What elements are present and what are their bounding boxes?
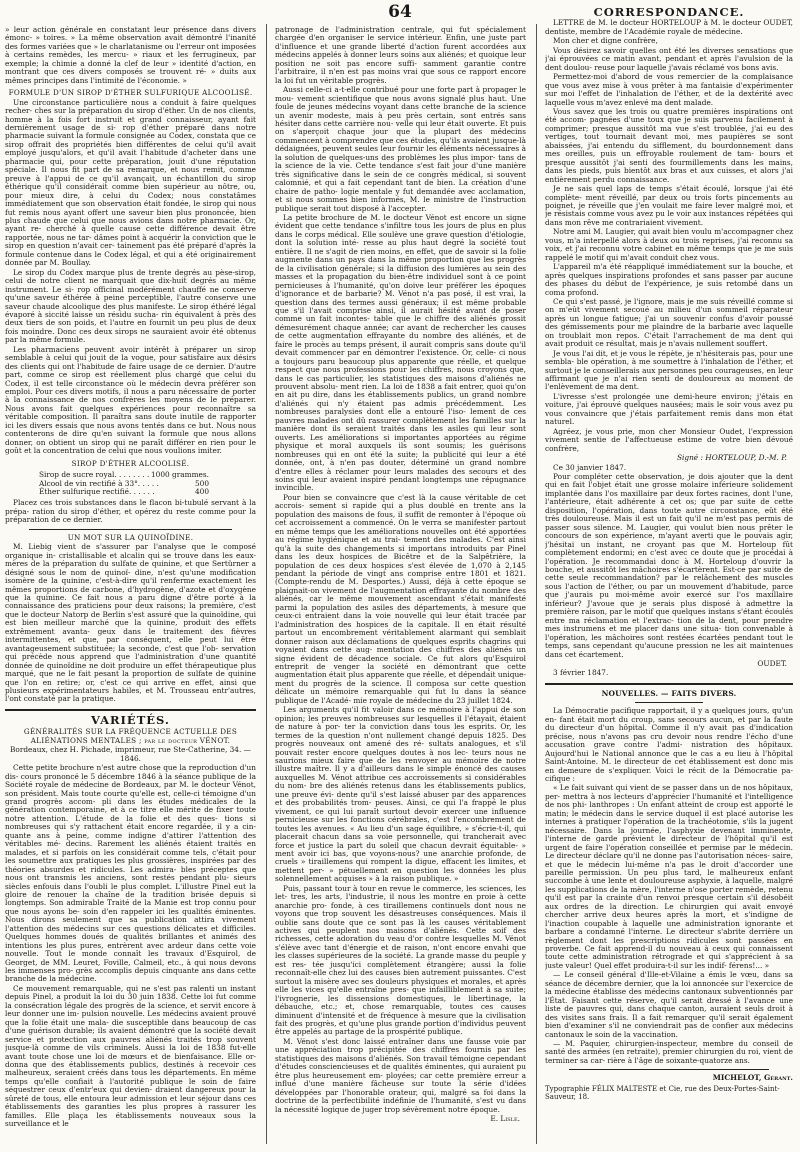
paragraph: La Démocratie pacifique rapportait, il y a quelques jours, qu'un en- fant était mort du croup, sans secours aucun, et par la faute du directeur d'un hôpital. Comme il n'y avait pas d'indication précise, nous n'avons pas cru devoir nous rendre l'écho d'une accusation grave contre l'admi- nistration des hôpitaux. Aujourd'hui le National annonce que le cas a eu lieu à l'hôpital Saint-Antoine. M. le directeur de cet établissement est donc mis en demeure de s'expliquer. Voici le récit de la Démocratie pa- cifique : [545, 706, 793, 783]
heading-generalites: GÉNÉRALITÉS SUR LA FRÉQUENCE ACTUELLE DES ALIÉNATIONS MENTALES ; par le docteur VÉNOT. [23, 727, 238, 745]
paragraph: — M. Paquier, chirurgien-inspecteur, membre du conseil de santé des armées (en retraite), premier chirurgien du roi, vient de terminer sa car- rière à l'âge de soixante-quatorze ans. [545, 1039, 793, 1065]
paragraph: Cette petite brochure n'est autre chose que la reproduction d'un dis- cours prononcé le 5 décembre 1846 à la séance publique de la Société royale de médecine de Bordeaux, par M. le docteur Vénot, son président. Mais toute courte qu'elle est, celle-ci témoigne d'un grand progrès accom- pli dans les études médicales de la génération contemporaine, et à ce titre elle mérite de fixer toute notre attention. L'étude de la folie et des ques- tions si nombreuses qui s'y rattachent était encore regardée, il y a cin- quante ans à peine, comme indigne d'attirer l'attention des véritables mé- decins. Rarement les aliénés étaient traités en malades, et si parfois on les considérait comme tels, c'était pour les soumettre aux pratiques les plus grossières, inspirées par des théories absurdes et ridicules. Les admira- bles préceptes que nous ont transmis les anciens, sont restés pendant plu- sieurs siècles enfouis dans l'oubli le plus complet. L'illustre Pinel eut la gloire de renouer la chaîne de la tradition brisée depuis si longtemps. Son admirable Traité de la Manie est trop connu pour que nous ayons be- soin d'en rappeler ici les qualités éminentes. Nous dirons seulement que sa publication attira vivement l'attention des médecins sur ces questions délicates et difficiles. Quelques hommes doués de qualités brillantes et animés des intentions les plus pures, entrèrent avec ardeur dans cette voie nouvelle. Tout le monde connaît les travaux d'Esquirol, de Georget, de MM. Leuret, Foville, Calmeil, etc., à qui nous devons les immenses pro- grès accomplis depuis cinquante ans dans cette branche de la médecine. [5, 763, 256, 984]
letter-heading: LETTRE de M. le docteur HORTELOUP à M. le docteur OUDET, dentiste, membre de l'Académie royale de médecine. [545, 18, 793, 36]
paragraph: Ce mouvement remarquable, qui ne s'est pas ralenti un instant depuis Pinel, a produit la loi du 30 juin 1838. Cette loi fut comme la consécration légale des progrès de la science, et servit encore à leur donner une im- pulsion nouvelle. Les médecins avaient prouvé que la folie était une mala- die susceptible dans beaucoup de cas d'une guérison durable; ils avaient démontré que la société devait service et protection aux pauvres aliénés traités trop souvent jusque-là comme de vils criminels. Aussi la loi de 1838 fut-elle avant toute chose une loi de mœurs et de bienfaisance. Elle or- donna que des établissements publics, destinés à recevoir ces malheureux, seraient créés dans tous les départements. En même temps qu'elle confiait à l'autorité publique le soin de faire séquestrer ceux d'entr'eux qui devien- draient dangereux pour la sûreté de tous, elle entoura leur admission et leur séjour dans ces établissements des garanties les plus propres à rassurer les familles. Elle plaça les établissements nouveaux sous la surveillance et le [5, 983, 256, 1129]
heading-varietes: VARIÉTÉS. [91, 712, 170, 727]
paragraph: Vous savez que les trois ou quatre premières inspirations ont été accom- pagnées d'une toux que je suis parvenu facilement à comprimer; presque aussitôt ma vue s'est troublée, j'ai eu des vertiges, tout tournait devant moi, mes paupières se sont abaissées, j'ai entendu du sifflement, du bourdonnement dans mes oreilles, puis un effroyable roulement de tam- bours et presque aussitôt j'ai senti des fourmillements dans les mains, dans les pieds, puis bientôt aux bras et aux cuisses, et alors j'ai entièrement perdu connaissance. [545, 106, 793, 184]
paragraph: Les pharmaciens peuvent avoir intérêt à préparer un sirop semblable à celui qui jouit de la vogue, pour satisfaire aux désirs des clients qui ont l'habitude de faire usage de ce dernier. D'autre part, comme ce sirop est réellement plus chargé que celui du Codex, il est telle circonstance où le médecin devra préférer son emploi. Pour ces divers motifs, il nous a paru nécessaire de porter à la connaissance de nos confrères les moyens de le préparer. Nous avons fait quelques expériences pour reconnaître sa véritable composition. Il paraîtra sans doute inutile de rapporter ici les divers essais que nous avons tentés dans ce but. Nous nous contenterons de dire qu'en suivant la formule que nous allons donner, on obtient un sirop qui ne paraît différer en rien pour le goût et la concentration de celui que nous voulions imiter. [5, 344, 256, 456]
divider [569, 1069, 769, 1070]
recipe-line: Éther sulfurique rectifié. . . . . . 400 [39, 487, 209, 497]
column-divider [266, 24, 267, 1144]
column-middle [275, 26, 526, 1146]
column-divider [536, 24, 537, 1144]
paragraph: M. Liebig vient de s'assurer par l'analyse que le composé organique in- cristallisable et alcalin qui se trouve dans les eaux-mères de la préparation du sulfate de quinine, et que Sertürner a désigné sous le nom de quinoï- dine, n'est qu'une modification isomère de la quinine, c'est-à-dire qu'il renferme exactement les mêmes proportions de carbone, d'hydrogène, d'azote et d'oxygène que la quinine. Ce fait nous a paru digne d'être porté à la connaissance des praticiens pour deux raisons; la première, c'est que le docteur Natorp de Berlin s'est assuré que la quinoïdine, qui est bien meilleur marché que la quinine, produit des effets extrêmement avanta- geux dans le traitement des fièvres intermittentes, et que, par conséquent, elle peut lui être avantageusement substituée; la seconde, c'est que l'ob- servation qui précède nous apprend que l'administration d'une quantité donnée de quinoïdine ne doit produire un effet thérapeutique plus marqué, que ne le fait pesant la proportion de sulfate de quinine que l'on en retire; or, c'est ce qui arrive en effet, ainsi que plusieurs expérimentateurs habiles, et M. Trousseau entr'autres, l'ont constaté par la pratique. [5, 542, 256, 704]
date: 3 février 1847. [553, 668, 609, 678]
divider [29, 529, 232, 530]
paragraph: Aussi celle-ci a-t-elle contribué pour une forte part à propager le mou- vement scientifique que nous avons signalé plus haut. Une foule de jeunes médecins voyant dans cette branche de la science un avenir modeste, mais à peu près certain, sont entrés sans hésiter dans cette carrière nou- velle qui leur était ouverte. Et puis on s'aperçoit chaque jour que la plupart des médecins commencent à comprendre que ces études, qu'ils avaient jusque-là dédaignées, peuvent seules leur fournir les éléments nécessaires à la solution de quelques-uns des problèmes les plus impor- tans de la science de la vie. Cette tendance s'est fait jour d'une manière très significative dans le sein de ce congrès médical, si souvent calomnié, et qui a fait cependant tant de bien. La création d'une chaire de patho- logie mentale y fut demandée avec acclamation, et si nous sommes bien informés, M. le ministre de l'instruction publique serait tout disposé à l'accepter. [275, 85, 526, 213]
heading-nouvelles: NOUVELLES. — FAITS DIVERS. [601, 688, 737, 698]
recipe-line: Alcool de vin rectifié à 33°. . . . . 500 [39, 478, 209, 488]
divider [545, 683, 793, 685]
paragraph: Ce qui s'est passé, je l'ignore, mais je me suis réveillé comme si on m'eût vivement secoué au milieu d'un sommeil réparateur après un longue fatigue; j'ai un souvenir confus d'avoir poussé des gémissements pour me plaindre de la barbarie avec laquelle on troublait mon repos. C'était l'arrachement de ma dent qui avait produit ce résultat, mais je n'avais nullement souffert. [545, 296, 793, 349]
paragraph: Je vous l'ai dit, et je vous le répète, je n'hésiterais pas, pour une sembla- ble opération, à me soumettre à l'inhalation de l'éther, et surtout je le conseillerais aux personnes peu courageuses, en leur affirmant que je n'ai rien senti de douloureux au moment de l'enlèvement de ma dent. [545, 348, 793, 392]
imprint-bordeaux: Bordeaux, chez H. Pichade, imprimeur, rue Ste-Catherine, 34. — 1846. [10, 745, 251, 763]
paragraph: Placez ces trois substances dans le flacon bi-tubulé servant à la prépa- ration du sirop d'éther, et opérez du reste comme pour la préparation de ce dernier. [5, 498, 256, 525]
paragraph: Puis, passant tour à tour en revue le commerce, les sciences, les let- tres, les arts, l'industrie, il nous les montre en proie à cette anarchie pro- fonde, à ces tiraillemens continuels dont nous ne voyons que trop souvent les désastreuses conséquences. Mais il oublie sans doute que ce sont pas là les causes véritablement actives qui peuplent nos maisons d'aliénés. Cette soif des richesses, cette adoration du veau d'or contre lesquelles M. Vénot s'élève avec tant d'énergie et de raison, n'ont encore envahi que les classes supérieures de la société. La grande masse du peuple y est res- tée jusqu'ici complètement étrangère; aussi la folie reconnaît-elle chez lui des causes bien autrement puissantes. C'est surtout la misère avec ses douleurs physiques et morales, et après elle les vices qu'elle entraîne pres- que infailliblement à sa suite; l'ivrognerie, les dissensions domestiques, le libertinage, la débauche, etc.; et, chose remarquable, toutes ces causes diminuent d'intensité et de fréquence à mesure que la civilisation fait des progrès, et qu'une plus grande portion d'individus peuvent être appelés au partage de la prospérité publique. [275, 883, 526, 1037]
divider [5, 709, 256, 711]
paragraph: « Le fait suivant qui vient de se passer dans un de nos hôpitaux, per- mettra à nos lecteurs d'apprécier l'humanité et l'intelligence de nos phi- lanthropes : Un enfant atteint de croup est apporté le matin; le médecin dans le service duquel il est placé autorise les internes à pratiquer l'opération de la trachéotomie, s'ils la jugent nécessaire. Dans la journée, l'asphyxie devenant imminente, l'interne de garde prévient le directeur de l'hôpital qu'il est urgent de faire l'opération conseillée et permise par le médecin. Le directeur déclare qu'il ne donne pas l'autorisation néces- saire, et que le médecin lui-même n'a pas le droit d'accorder une pareille permission. Un peu plus tard, le malheureux enfant succombe à une lente et douloureuse asphyxie, à laquelle, malgré les supplications de la mère, l'interne n'ose porter remède, retenu qu'il est par la crainte d'un renvoi presque certain s'il désobéit aux ordres de la direction. Le chirurgien qui avait envoyé chercher arrive deux heures après la mort, et s'indigne de l'inaction coupable à laquelle une administration ignorante et barbare a condamné l'interne. Le directeur s'abrite derrière un règlement dont les prescriptions ridicules sont passées en proverbe. Ce fait apprend-il du nouveau à ceux qui connaissent toute cette administration rétrograde et qui s'apprécient à sa juste valeur! Quel effet produira-t-il sur les indif- férens!... » [545, 783, 793, 970]
heading-sirop: SIROP D'ÉTHER ALCOOLISÉ. [71, 458, 190, 468]
paragraph: M. Vénot s'est donc laissé entraîner dans une fausse voie par une appréciation trop précipitée des chiffres fournis par les statistiques des maisons d'aliénés. Son travail témoigne cependant d'études consciencieuses et de qualités éminentes, qui auraient pu être plus heureusement em- ployées; car cette première erreur a influé d'une manière fâcheuse sur toute la série d'idées développées par l'honorable orateur, qui, malgré sa foi dans la doctrine de la perfectibilité indéfinie de l'humanité, s'est vu dans la nécessité logique de juger trop sévèrement notre époque. [275, 1036, 526, 1114]
signature-oudet: OUDET. [757, 658, 787, 668]
divider [635, 702, 703, 703]
paragraph: Pour bien se convaincre que c'est là la cause véritable de cet accrois- sement si rapide qui a plus doublé en trente ans la population des maisons de fous, il suffit de remonter à l'époque où cet accroissement a commencé. On le verra se manifester partout en même temps que les améliorations nouvelles ont été apportées au régime hygiénique et au trai- tement des malades. C'est ainsi qu'à la suite des changements si importans introduits par Pinel dans les deux hospices de Bicêtre et de la Salpêtrière, la population de ces deux hospices s'est élevée de 1,070 à 2,145 pendant la période de vingt ans comprise entre 1801 et 1821. (Compte-rendu de M. Desportes.) Aussi, déjà à cette époque se plaignait-on vivement de l'augmentation effrayante du nombre des aliénés, car le même mouvement ascendant s'était manifesté parmi la population des asiles des départements, à mesure que ceux-ci entraient dans la voie nouvelle qui leur était tracée par l'administration des hospices de la capitale. Il en était résulté partout un encombrement véritablement alarmant qui semblait donner raison aux déclamations de quelques esprits chagrins qui voyaient dans cette aug- mentation des chiffres des aliénés un signe évident de décadence sociale. Ce fut alors qu'Esquirol entreprit de venger la société en démontrant que cette augmentation était plus apparente que réelle, et dépendait unique- ment du progrès de la science. Il composa sur cette question délicate un mémoire remarquable qui fut lu dans la séance publique de l'Acadé- mie royale de médecine du 23 juillet 1824. [275, 492, 526, 705]
quote-end-paragraph: » leur action générale en constatant leur présence dans divers émonc- » toires. » La même observation avait démontré l'inanité des formes variées que » le charlatanisme ou l'erreur ont imposées à certains remèdes, les mercu- » riaux et les ferrugineux, par exemple; la chimie a donné la clef de leur » identité d'action, en montrant que ces divers composés se trouvent ré- » duits aux mêmes principes dans l'intimité de l'économie. » [5, 26, 256, 85]
paragraph: — Le conseil général d'Ille-et-Vilaine a émis le vœu, dans sa séance de décembre dernier, que la loi annoncée sur l'exercice de la médecine établisse des médecins cantonaux subventionnés par l'État. Faisant cette réserve, qu'il serait dressé à l'avance une liste de pauvres qui, dans chaque canton, auraient seuls droit à des visites sans frais. Il a fait remarquer qu'il serait également bien d'examiner s'il ne conviendrait pas de confier aux médecins cantonaux le soin de la vaccination. [545, 970, 793, 1039]
heading-quinoidine: UN MOT SUR LA QUINOÏDINE. [67, 532, 194, 542]
paragraph: Agréez, je vous prie, mon cher Monsieur Oudet, l'expression vivement sentie de l'affectueuse estime de votre bien dévoué confrère, [545, 426, 793, 453]
page-number: 64 [388, 2, 412, 22]
heading-correspondance: CORRESPONDANCE. [593, 5, 745, 19]
date: Ce 30 janvier 1847. [553, 462, 627, 472]
paragraph: Permettez-moi d'abord de vous remercier de la complaisance que vous avez mise à vous prêter à ma fantaisie d'expérimenter sur moi l'effet de l'inhalation de l'éther, et de la dextérité avec laquelle vous m'avez enlevé ma dent malade. [545, 72, 793, 107]
paragraph: La petite brochure de M. le docteur Vénot est encore un signe évident que cette tendance s'infiltre tous les jours de plus en plus dans le corps médical. Elle soulève une grave question d'étiologie, dont la solution inté- resse au plus haut degré la société tout entière. Il ne s'agit de rien moins, en effet, que de savoir si la folie augmente dans un pays dans la même proportion que les progrès de la civilisation générale; si la diffusion des lumières au sein des masses et la propagation du bien-être individuel sont à ce point pernicieuses à l'humanité, qu'on doive leur préférer les époques d'ignorance et de barbarie? M. Vénot n'a pas posé, il est vrai, la question dans des termes aussi généraux; il est même probable que s'il l'avait comprise ainsi, il aurait hésité avant de poser comme un fait incontes- table que le chiffre des aliénés grossit démesurément chaque année; car avant de rechercher les causes de cette augmentation effrayante du nombre des aliénés, et de faire le procès au temps présent, il aurait compris sans doute qu'il devait commencer par en démontrer l'existence. Or, celle- ci nous a toujours paru beaucoup plus apparente que réelle, et quelque respect que nous professions pour les chiffres, nous croyons que, dans le cas particulier, les statistiques des maisons d'aliénés ne prouvent absolu- ment rien. La loi de 1838 a fait entrer, quoi qu'on en ait pu dire, dans les établissements publics, un grand nombre d'aliénés qui n'y étaient pas admis précédemment. Les nombreuses paralysies dont elle a entouré l'iso- lement de ces pauvres malades ont dû rassurer complètement les familles sur la manière dont ils seraient traités dans les asiles qui leur sont ouverts. Les améliorations si importantes apportées au régime physique et moral auxquels ils sont soumis; les guérisons nombreuses qui en ont été la suite; la publicité qui leur a été donnée, ont, à n'en pas douter, déterminé un grand nombre d'entre elles à réclamer pour leurs malades des secours et des soins qui leur avaient inspiré pendant longtemps une répugnance invincible. [275, 212, 526, 493]
paragraph: Vous désirez savoir quelles ont été les diverses sensations que j'ai éprouvées ce matin avant, pendant et après l'avulsion de la dent doulou- reuse pour laquelle j'avais réclamé vos bons avis. [545, 45, 793, 72]
paragraph: L'appareil m'a été réappliqué immédiatement sur la bouche, et après quelques inspirations profondes et sans passer par aucune des phases du début de l'expérience, je suis retombé dans un coma profond. [545, 262, 793, 297]
paragraph: L'ivresse s'est prolongée une demi-heure environ; j'étais en voiture, j'ai éprouvé quelques nausées; mais le soir vous avez pu vous convaincre que j'étais parfaitement remis dans mon état naturel. [545, 391, 793, 427]
paragraph: Notre ami M. Laugier, qui avait bien voulu m'accompagner chez vous, m'a interpellé alors à deux ou trois reprises, j'ai reconnu sa voix, et j'ai reconnu votre cabinet en même temps que je me suis rappelé le motif qui m'avait conduit chez vous. [545, 227, 793, 262]
column-left [5, 26, 256, 1146]
greeting: Mon cher et digne confrère, [553, 36, 658, 46]
recipe-list [39, 471, 209, 496]
heading-formule: FORMULE D'UN SIROP D'ÉTHER SULFURIQUE ALCOOLISÉ. [8, 88, 253, 98]
paragraph: Le sirop du Codex marque plus de trente degrés au pèse-sirop, celui de notre client ne marquait que dix-huit degrés au même instrument. Le si- rop officinal modérément chauffé ne conserve qu'une saveur éthérée à peine perceptible, l'autre conserve une saveur chaude alcoolique des plus manifeste. Le sirop éthéré légal évaporé à siccité laisse un résidu sucha- rin équivalent à près des deux tiers de son poids, et l'autre en fournit un peu plus de deux fois moindre. Donc ces deux sirops ne sauraient avoir été obtenus par la même formule. [5, 267, 256, 345]
paragraph: Les arguments qu'il fit valoir dans ce mémoire à l'appui de son opinion; les preuves nombreuses sur lesquelles il l'étayait, étaient de nature à por- ter la conviction dans tous les esprits. Or, les termes de la question n'ont nullement changé depuis 1825. Des progrès nouveaux ont amené des ré- sultats analogues, et s'il pouvait rester encore quelques doutes à nos lec- teurs nous ne saurions mieux faire que de les renvoyer au mémoire de notre illustre maître. Il y a d'ailleurs dans le simple énoncé des causes auxquelles M. Vénot attribue ces accroissements si considérables du nom- bre des aliénés retenus dans les établissements publics, une preuve évi- dente qu'il s'est laissé abuser par des apparences et des probabilités trom- peuses. Ainsi, ce qui l'a frappé le plus vivement, ce qui lui paraît surtout devoir exercer une influence pernicieuse sur les fonctions cérébrales, c'est l'encombrement de toutes les avenues. « Au lieu d'un sage équilibre, » s'écrie-t-il, qui placerait chacun dans sa voie personnelle, qui trancherait avec force et justice la part du soleil que chacun devrait équitable- » ment avoir ici bas, que voyons-nous? une anarchie profonde, de cruels » tiraillemens qui rompent la digue, effacent les limites, et mettent per- » pétuellement en question les données les plus solennellement acquises » à la raison publique. » [275, 705, 526, 884]
paragraph: patronage de l'administration centrale, qui fut spécialement chargée d'en organiser le service intérieur. Enfin, une juste part d'influence et une grande liberté d'action furent accordées aux médecins appelés à donner leurs soins aux aliénés; et quoique leur position ne soit pas encore suffi- samment garantie contre l'arbitraire, il n'en est pas moins vrai que sous ce rapport encore la loi fut un véritable progrès. [275, 26, 526, 85]
signature: E. Lisle. [490, 1114, 520, 1123]
recipe-line: Sirop de sucre royal. . . . . . . . 1000 grammes. [39, 470, 209, 480]
printer-imprint: Typographie FÉLIX MALTESTE et Cie, rue des Deux-Portes-Saint-Sauveur, 18. [545, 1084, 780, 1102]
paragraph: Je ne sais quel laps de temps s'était écoulé, lorsque j'ai été complète- ment réveillé, par deux ou trois forts pincements au poignet, je réveille que j'en voulait me faire lever malgré moi, et je résistais comme vous avez pu le voir aux instances répétées qui dans mon rêve me contrariaient vivement. [545, 184, 793, 227]
signature-horteloup: Signé : HORTELOUP, D.-M. P. [676, 453, 787, 463]
column-right [545, 4, 793, 1142]
paragraph: Pour compléter cette observation, je dois ajouter que la dent qui en fait l'objet était une grosse molaire inférieure solidement implantée dans l'os maxillaire par deux fortes racines, dont l'une, l'antérieure, était adhérente à cet os; que par suite de cette disposition, l'opération, dans toute autre circonstance, eût été très douloureuse. Mais il est un fait qu'il ne m'est pas permis de passer sous silence. M. Laugier, qui voulut bien nous prêter le concours de son expérience, m'ayant averti que le pouvais agir, j'hésitai un instant, ne croyant pas que M. Horteloup fût complètement endormi; en c'est avec ce doute que je procédai à l'opération. Je recommandai donc à M. Horteloup d'ouvrir la bouche, et aussitôt les mâchoires s'écartèrent. Est-ce par suite de cette seule recommandation? par le relâchement des muscles sous l'action de l'éther, ou par un mouvement d'habitude, parce que j'aurais pu moi-même avoir exercé sur l'os maxillaire inférieur? J'avoue que je serais plus disposé à admettre la première raison, par le motif que quelques instans s'étant écoulés entre ma réclamation et l'extrac- tion de la dent, pour prendre mes instrumens et me placer dans une situa- tion convenable à l'opération, les mâchoires sont restées écartées pendant tout le temps, sans cependant qu'aucune pression ne les ait maintenues dans cet écartement. [545, 472, 793, 659]
gerant-signature: MICHELOT, Gérant. [712, 1073, 793, 1083]
paragraph: Une circonstance particulière nous a conduit à faire quelques recher- ches sur la préparation du sirop d'éther. Un de nos clients, homme à la fois fort instruit et grand connaisseur, ayant fait dernièrement usage de si- rop d'éther préparé dans notre pharmacie suivant la formule consignée au Codex, constata que ce sirop offrait des propriétés bien différentes de celui qu'il avait employé jusqu'alors, et qu'il avait l'habitude d'acheter dans une pharmacie qui, pour cette préparation, jouit d'une réputation spéciale. Il nous fit part de sa remarque, et nous remit, comme preuve à l'appui de ce qu'il avançait, un échantillon du sirop éthérique qu'il considérait comme bien supérieur au nôtre, ou, pour mieux dire, à celui du Codex; nous constatâmes immédiatement que son observation était fondée, le sirop qui nous fut remis nous ayant offert une saveur bien plus prononcée, bien plus chaude que celui que nous avions dans notre pharmacie. Or, ayant re- cherché à quelle cause cette différence devait être rapportée, nous ne tar- dâmes point à acquérir la conviction que le sirop en question n'avait cer- tainement pas été préparé d'après la formule contenue dans le Codex légal, et qui a été originairement donnée par M. Boullay. [5, 97, 256, 268]
